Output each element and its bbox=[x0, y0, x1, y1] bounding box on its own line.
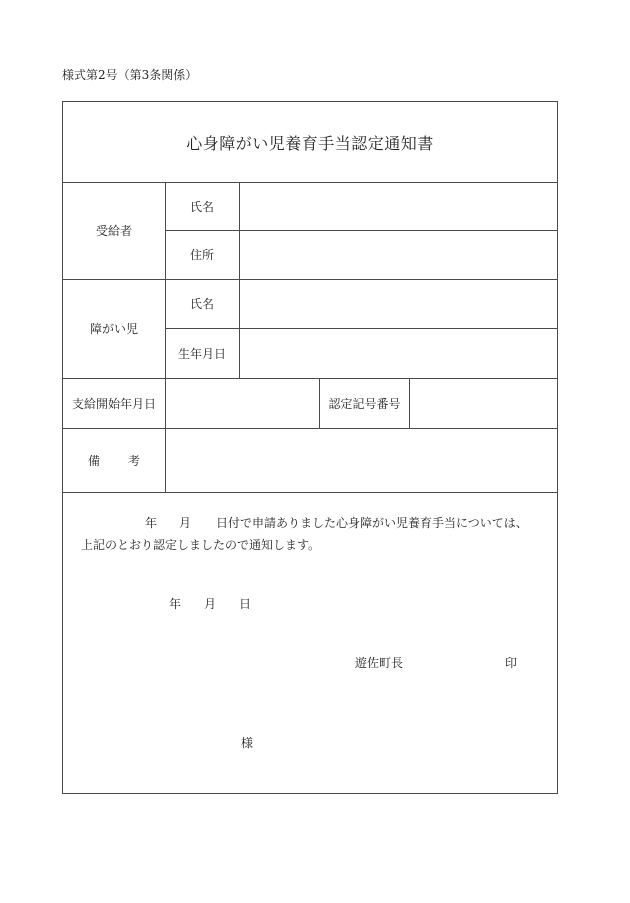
notice-month-unit: 月 bbox=[179, 516, 192, 530]
child-name-label: 氏名 bbox=[189, 297, 214, 311]
notice-line2: 上記のとおり認定しましたので通知します。 bbox=[81, 538, 321, 552]
child-section-label: 障がい児 bbox=[89, 322, 138, 336]
payment-start-label: 支給開始年月日 bbox=[71, 396, 156, 411]
remarks-label bbox=[63, 428, 165, 492]
notice-year-unit: 年 bbox=[145, 516, 158, 530]
issuer-title: 遊佐町長 bbox=[355, 656, 404, 670]
recipient-section-label: 受給者 bbox=[95, 224, 132, 238]
remarks-label-left: 備 bbox=[87, 453, 100, 468]
date-day: 日 bbox=[239, 597, 252, 611]
recipient-address-label: 住所 bbox=[189, 248, 214, 262]
form-title: 心身障がい児養育手当認定通知書 bbox=[186, 133, 434, 153]
recipient-name-field[interactable] bbox=[240, 182, 557, 230]
recipient-address-field[interactable] bbox=[240, 230, 557, 279]
date-year: 年 bbox=[169, 597, 182, 611]
remarks-label-right: 考 bbox=[128, 453, 141, 468]
child-birthdate-label: 生年月日 bbox=[177, 346, 226, 361]
certification-number-field[interactable] bbox=[410, 378, 557, 428]
issuer-seal: 印 bbox=[505, 656, 518, 670]
recipient-name-label: 氏名 bbox=[189, 199, 214, 214]
date-month: 月 bbox=[204, 597, 217, 611]
addressee-honorific: 様 bbox=[241, 736, 254, 750]
payment-start-field[interactable] bbox=[166, 378, 319, 428]
certification-number-label: 認定記号番号 bbox=[328, 396, 401, 411]
child-birthdate-field[interactable] bbox=[240, 328, 557, 378]
notice-line1: 日付で申請ありました心身障がい児養育手当については、 bbox=[216, 516, 528, 530]
notice-form bbox=[62, 101, 558, 794]
form-number: 様式第2号（第3条関係） bbox=[62, 68, 198, 82]
child-name-field[interactable] bbox=[240, 279, 557, 328]
row-divider bbox=[63, 492, 557, 493]
remarks-field[interactable] bbox=[166, 428, 557, 492]
